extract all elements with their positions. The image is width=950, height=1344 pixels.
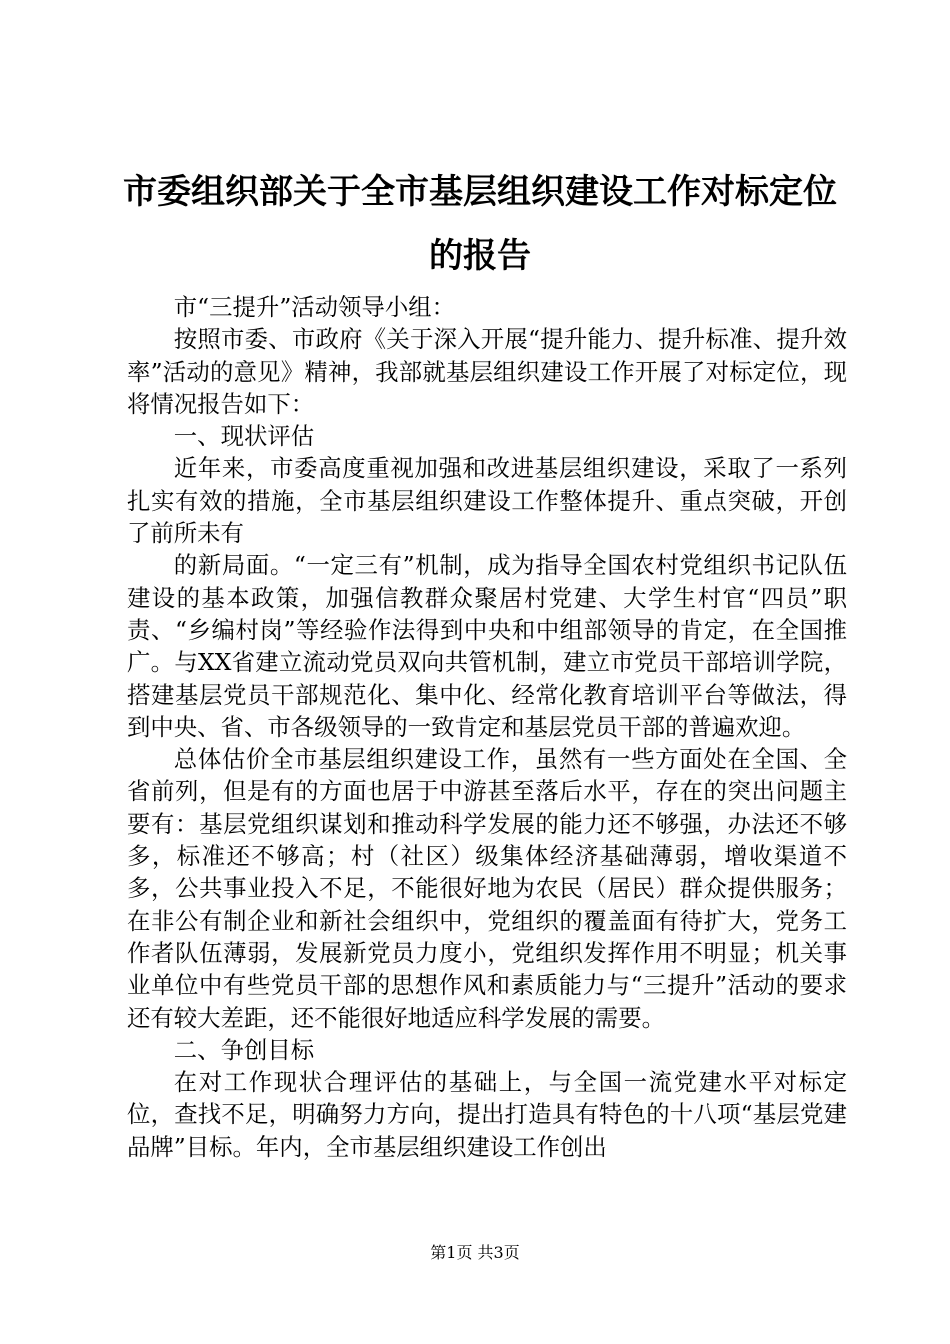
salutation: 市“三提升”活动领导小组： [173, 293, 456, 321]
paragraph: 近年来，市委高度重视加强和改进基层组织建设，采取了一系列扎实有效的措施，全市基层组织建设工作整体提升、重点突破，开创了前所未有 [127, 454, 847, 548]
page-footer: 第1页 共3页 [430, 1243, 520, 1262]
section-heading: 二、争创目标 [173, 1035, 315, 1064]
paragraph: 总体估价全市基层组织建设工作，虽然有一些方面处在全国、全省前列，但是有的方面也居于中游甚至落后水平，存在的突出问题主要有：基层党组织谋划和推动科学发展的能力还不够强，办法还不够多，标准还不够高；村（社区）级集体经济基础薄弱，增收渠道不多，公共事业投入不足，不能很好地为农民（居民）群众提供服务；在非公有制企业和新社会组织中，党组织的覆盖面有待扩大，党务工作者队伍薄弱，发展新党员力度小，党组织发挥作用不明显；机关事业单位中有些党员干部的思想作风和素质能力与“三提升”活动的要求还有较大差距，还不能很好地适应科学发展的需要。 [127, 745, 847, 1032]
paragraph: 在对工作现状合理评估的基础上，与全国一流党建水平对标定位，查找不足，明确努力方向，提出打造具有特色的十八项“基层党建品牌”目标。年内，全市基层组织建设工作创出 [127, 1068, 847, 1161]
paragraph: 的新局面。“一定三有”机制，成为指导全国农村党组织书记队伍建设的基本政策，加强信教群众聚居村党建、大学生村官“四员”职责、“乡编村岗”等经验作法得到中央和中组部领导的肯定，在全国推广。与XX省建立流动党员双向共管机制，建立市党员干部培训学院，搭建基层党员干部规范化、集中化、经常化教育培训平台等做法，得到中央、省、市各级领导的一致肯定和基层党员干部的普遍欢迎。 [127, 551, 847, 741]
document-title: 市委组织部关于全市基层组织建设工作对标定位的报告 [123, 172, 837, 276]
section-heading: 一、现状评估 [173, 422, 315, 451]
document-body [127, 291, 847, 1163]
paragraph: 按照市委、市政府《关于深入开展“提升能力、提升标准、提升效率”活动的意见》精神，我部就基层组织建设工作开展了对标定位，现将情况报告如下： [127, 325, 847, 418]
